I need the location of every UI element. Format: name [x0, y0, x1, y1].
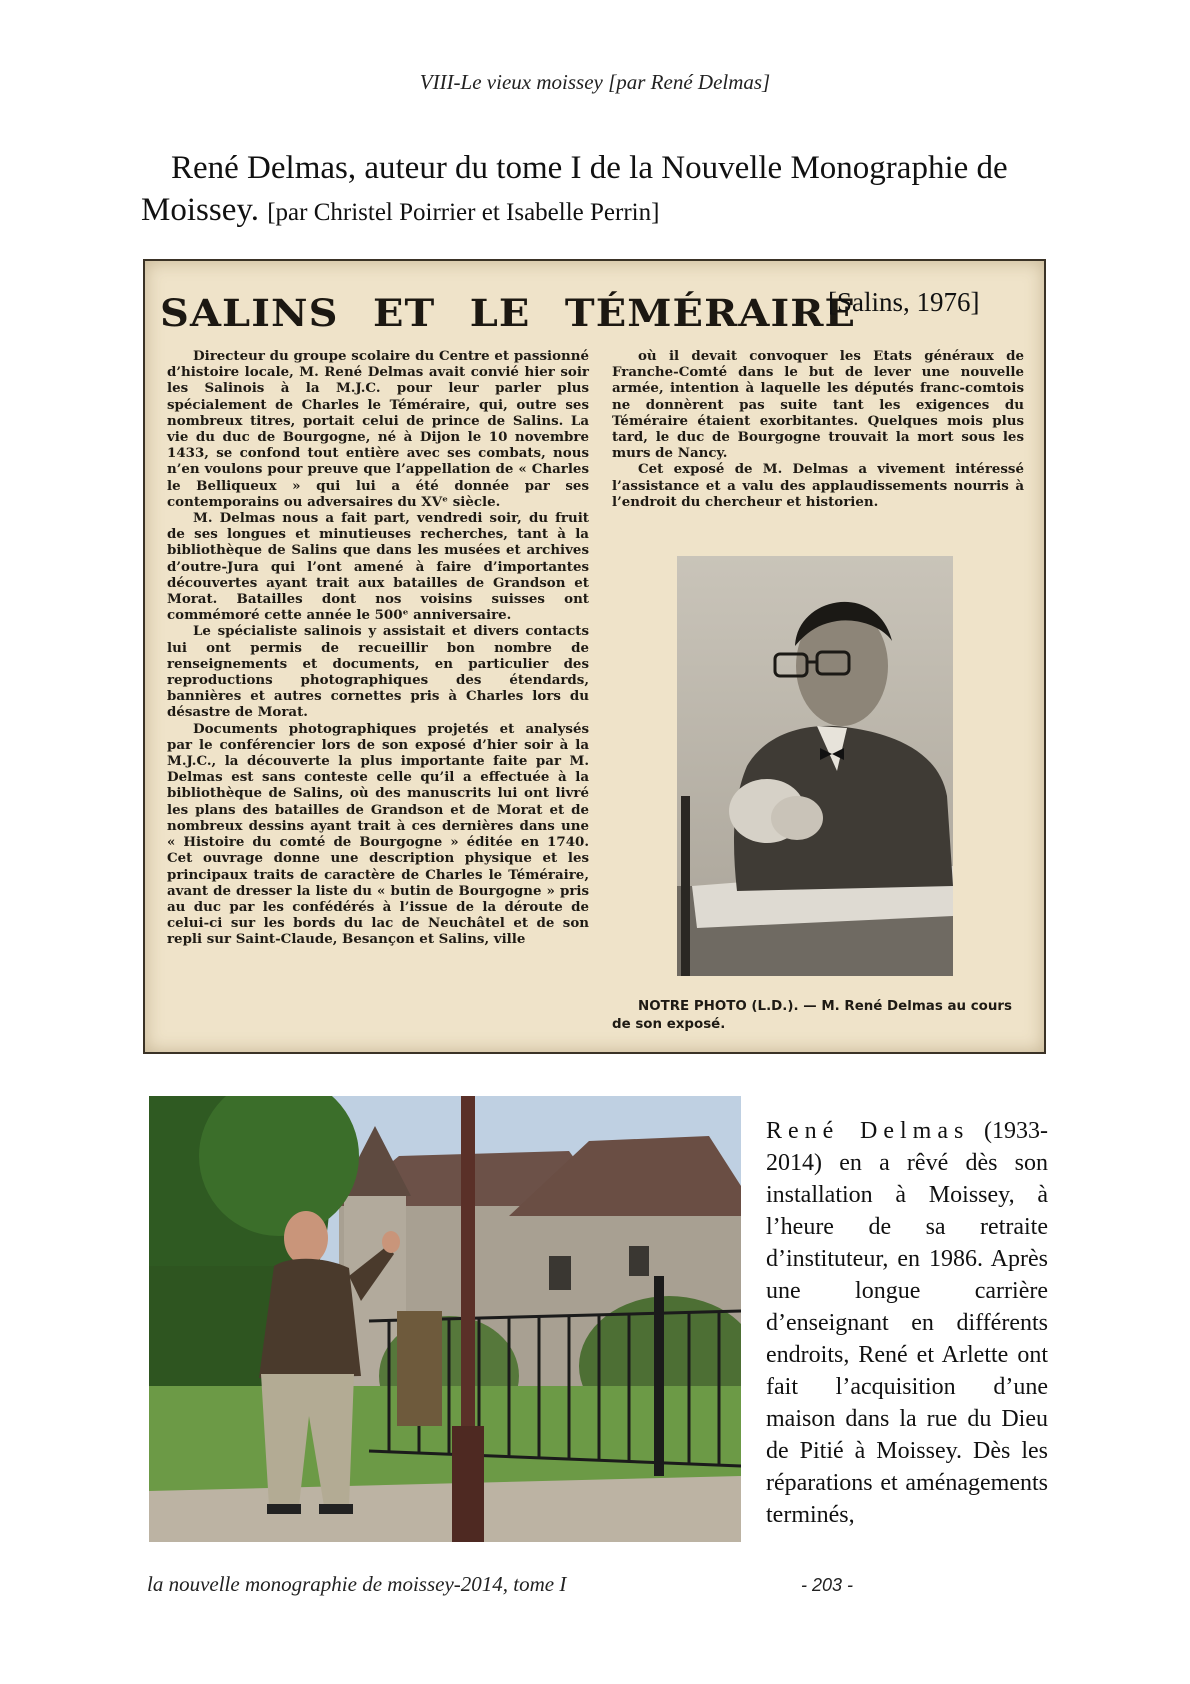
- caption-subject: M. René Delmas au cours de son exposé.: [612, 999, 1012, 1032]
- side-text: [766, 1115, 1048, 1531]
- side-text-first-line: René Delmas: [766, 1118, 970, 1144]
- clipping-paragraph: où il devait convoquer les Etats généraux de Franche-Comté dans le but de lever une nouvelle armée, intention à laquelle les députés franc-comtois ne donnèrent pas suite tant les exigences du Téméraire étaient exorbitantes. Quelques mois plus tard, le duc de Bourgogne trouvait la mort sous les murs de Nancy.: [612, 348, 1024, 462]
- caption-credit: NOTRE PHOTO (L.D.). —: [638, 999, 817, 1014]
- article-authors: [par Christel Poirrier et Isabelle Perrin]: [267, 199, 660, 226]
- article-title-text: René Delmas, auteur du tome I de la Nouvelle Monographie de Moissey.: [141, 150, 1008, 228]
- clipping-headline: SALINS ET LE TÉMÉRAIRE: [160, 291, 857, 335]
- newspaper-clipping: [143, 259, 1046, 1054]
- running-header: VIII-Le vieux moissey [par René Delmas]: [419, 70, 771, 94]
- clipping-paragraph: Documents photographiques projetés et analysés par le conférencier lors de son exposé d’hier soir à la M.J.C., la découverte la plus importante faite par M. Delmas est sans conteste celle qu’il a effectuée à la bibliothèque de Salins, où des manuscrits lui ont livré les plans des batailles de Grandson et de Morat et de nombreux dessins ayant trait à ces dernières dans une « Histoire du comté de Bourgogne » éditée en 1740. Cet ouvrage donne une description physique et les principaux traits de caractère de Charles le Téméraire, avant de dresser la liste du « butin de Bourgogne » pris au duc par les confédérés à l’issue de la déroute de celui-ci sur les bords du lac de Neuchâtel et de son repli sur Saint-Claude, Besançon et Salins, ville: [167, 720, 589, 948]
- footer-page-number: - 203 -: [801, 1575, 854, 1595]
- article-title: [141, 147, 1049, 234]
- clipping-left-column: [167, 348, 589, 948]
- clipping-photo-caption: [612, 998, 1024, 1034]
- footer-book-title: la nouvelle monographie de moissey-2014, tome I: [147, 1572, 567, 1596]
- clipping-dateline: [Salins, 1976]: [828, 287, 980, 317]
- clipping-paragraph: Directeur du groupe scolaire du Centre et passionné d’histoire locale, M. René Delmas avait convié hier soir les Salinois à la M.J.C. pour leur parler plus spécialement de Charles le Téméraire, qui, outre ses nombreux titres, portait celui de prince de Salins. La vie du duc de Bourgogne, né à Dijon le 10 novembre 1433, se confond tout entière avec ses combats, nous n’en voulons pour preuve que l’appellation de « Charles le Belliqueux » qui lui a été donnée par ses contemporains ou adversaires du XVᵉ siècle.: [167, 348, 589, 510]
- side-text-body: (1933-2014) en a rêvé dès son installation à Moissey, à l’heure de sa retraite d’instituteur, en 1986. Après une longue carrière d’enseignant en différents endroits, René et Arlette ont fait l’acquisition d’une maison dans la rue du Dieu de Pitié à Moissey. Dès les réparations et aménagements terminés,: [766, 1118, 1049, 1528]
- clipping-paragraph: Le spécialiste salinois y assistait et divers contacts lui ont permis de recueillir bon nombre de renseignements et documents, en particulier des reproductions photographiques des étendards, bannières et autres cornettes pris à Charles lors du désastre de Morat.: [167, 623, 589, 721]
- clipping-paragraph: Cet exposé de M. Delmas a vivement intéressé l’assistance et a valu des applaudissements nourris à l’endroit du chercheur et historien.: [612, 461, 1024, 510]
- photo-rene-delmas-outdoors: [149, 1096, 741, 1542]
- clipping-paragraph: M. Delmas nous a fait part, vendredi soir, du fruit de ses longues et minutieuses recherches, tant à la bibliothèque de Salins que dans les musées et archives d’outre-Jura qui l’ont amené à faire d’importantes découvertes ayant trait aux batailles de Grandson et Morat. Batailles dont nos voisins suisses ont commémoré cette année le 500ᵉ anniversaire.: [167, 510, 589, 624]
- clipping-photo-portrait: [677, 556, 953, 976]
- clipping-right-column: [612, 348, 1024, 510]
